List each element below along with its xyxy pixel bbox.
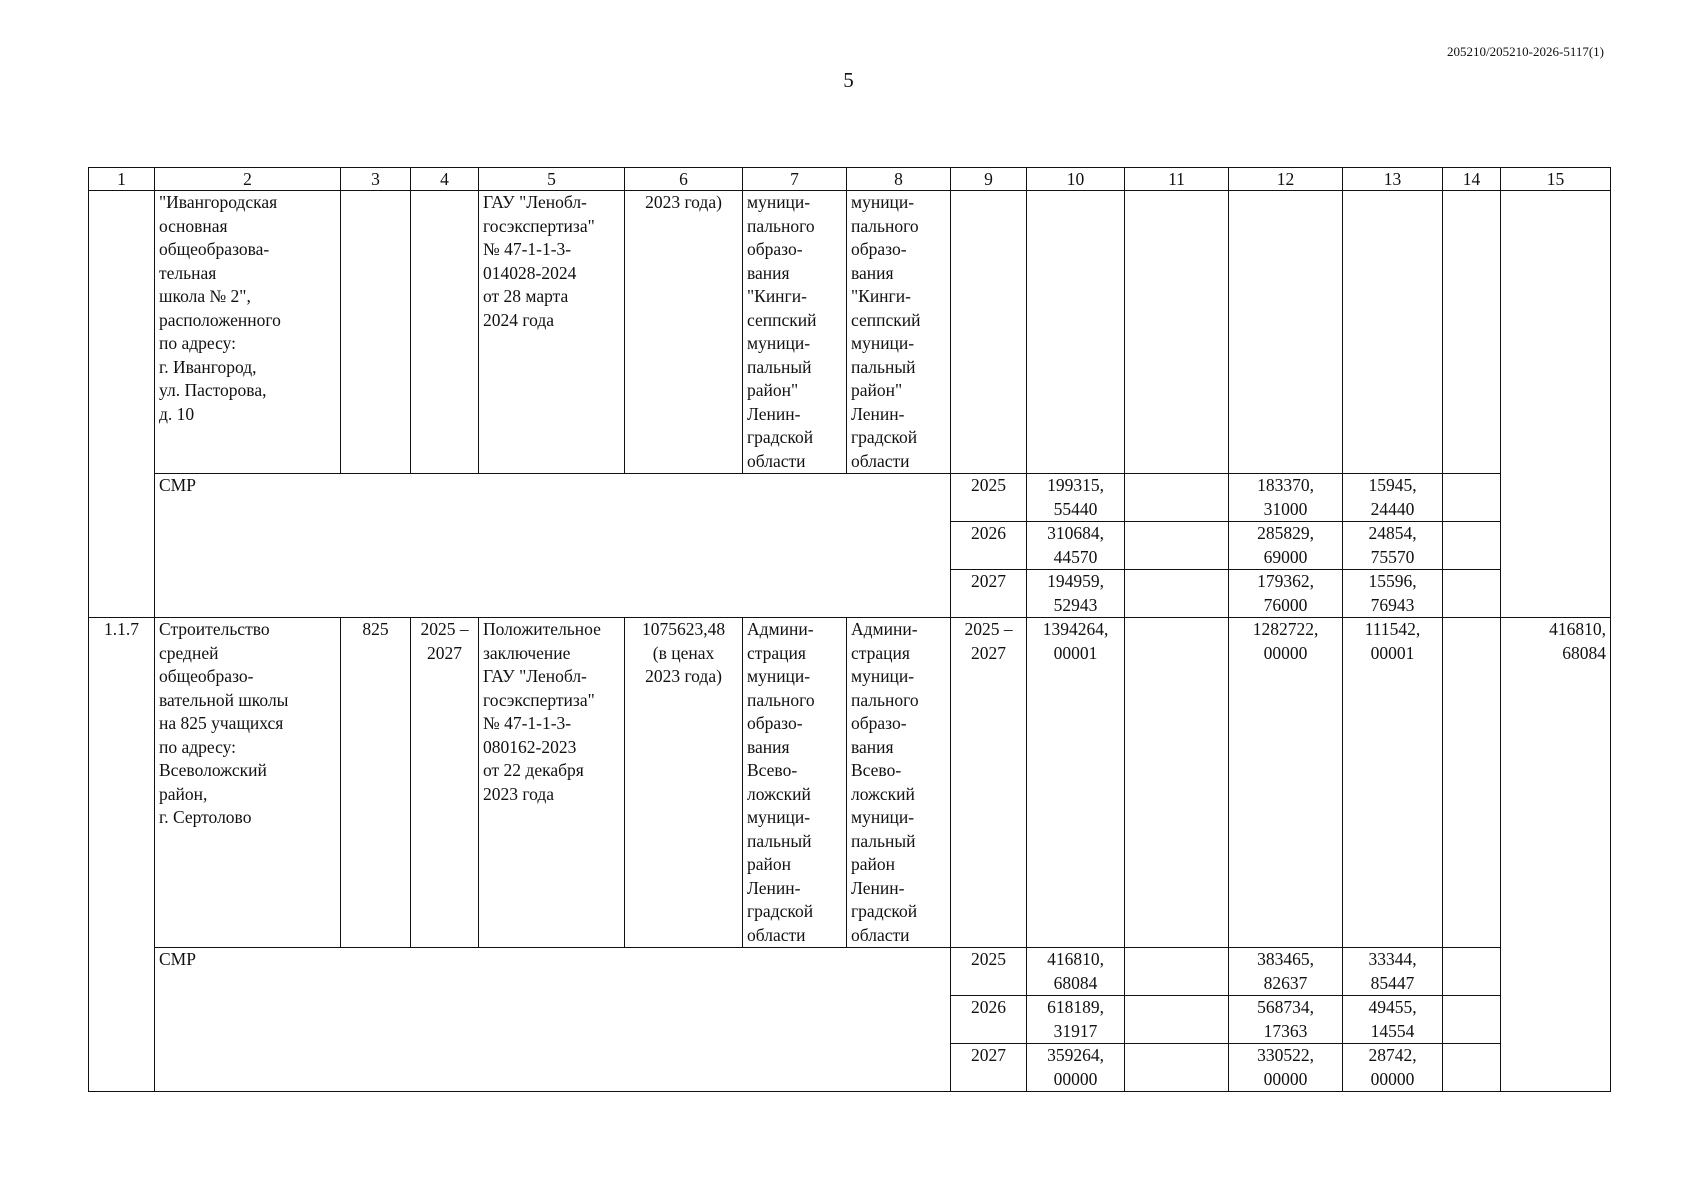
- smr-total: 416810, 68084: [1027, 948, 1125, 996]
- smr-total: 194959, 52943: [1027, 570, 1125, 618]
- smr-total: 310684, 44570: [1027, 522, 1125, 570]
- smr-local: 33344, 85447: [1343, 948, 1443, 996]
- smr-total: 618189, 31917: [1027, 996, 1125, 1044]
- local-cell: [1343, 191, 1443, 474]
- smr-other: [1443, 522, 1501, 570]
- header-cell: 5: [479, 168, 625, 191]
- smr-year: 2026: [951, 996, 1027, 1044]
- header-cell: 13: [1343, 168, 1443, 191]
- years-cell: [951, 191, 1027, 474]
- smr-other: [1443, 948, 1501, 996]
- years-cell: 2025 – 2027: [951, 618, 1027, 948]
- smr-other: [1443, 570, 1501, 618]
- customer-cell: муници- пального образо- вания "Кинги- сеппский муници- пальный район" Ленин- градской области: [743, 191, 847, 474]
- smr-regional: 383465, 82637: [1229, 948, 1343, 996]
- smr-federal: [1125, 1044, 1229, 1092]
- federal-cell: [1125, 618, 1229, 948]
- header-row: [89, 168, 1611, 191]
- smr-year: 2025: [951, 474, 1027, 522]
- table-row: [89, 191, 1611, 474]
- row-number-cell: 1.1.7: [89, 618, 155, 1092]
- smr-year: 2025: [951, 948, 1027, 996]
- header-cell: 12: [1229, 168, 1343, 191]
- period-cell: [411, 191, 479, 474]
- smr-regional: 568734, 17363: [1229, 996, 1343, 1044]
- header-cell: 4: [411, 168, 479, 191]
- smr-total: 199315, 55440: [1027, 474, 1125, 522]
- smr-federal: [1125, 996, 1229, 1044]
- other-cell: [1443, 191, 1501, 474]
- header-cell: 9: [951, 168, 1027, 191]
- smr-other: [1443, 474, 1501, 522]
- row-number-cell: [89, 191, 155, 618]
- header-cell: 1: [89, 168, 155, 191]
- smr-row: [89, 474, 1611, 522]
- regional-cell: 1282722, 00000: [1229, 618, 1343, 948]
- object-name-cell: Строительство средней общеобразо- вательной школы на 825 учащихся по адресу: Всеволожский район, г. Сертолово: [155, 618, 341, 948]
- smr-row: [89, 948, 1611, 996]
- capacity-cell: [341, 191, 411, 474]
- smr-total: 359264, 00000: [1027, 1044, 1125, 1092]
- header-cell: 8: [847, 168, 951, 191]
- capacity-cell: 825: [341, 618, 411, 948]
- customer-cell: Админи- страция муници- пального образо- вания Всево- ложский муници- пальный район Ленин- градской области: [743, 618, 847, 948]
- smr-year: 2026: [951, 522, 1027, 570]
- smr-federal: [1125, 522, 1229, 570]
- header-cell: 3: [341, 168, 411, 191]
- col15-cell: 416810, 68084: [1501, 618, 1611, 1092]
- table-row: [89, 618, 1611, 948]
- investment-table: [88, 167, 1611, 1092]
- expertise-cell: ГАУ "Ленобл- госэкспертиза" № 47-1-1-3- 014028-2024 от 28 марта 2024 года: [479, 191, 625, 474]
- header-cell: 7: [743, 168, 847, 191]
- smr-label: СМР: [155, 474, 951, 618]
- document-id: 205210/205210-2026-5117(1): [1447, 44, 1604, 59]
- header-cell: 10: [1027, 168, 1125, 191]
- other-cell: [1443, 618, 1501, 948]
- smr-regional: 330522, 00000: [1229, 1044, 1343, 1092]
- smr-federal: [1125, 474, 1229, 522]
- col15-cell: [1501, 191, 1611, 618]
- smr-regional: 183370, 31000: [1229, 474, 1343, 522]
- local-cell: 111542, 00001: [1343, 618, 1443, 948]
- cost-cell: 2023 года): [625, 191, 743, 474]
- header-cell: 14: [1443, 168, 1501, 191]
- smr-local: 49455, 14554: [1343, 996, 1443, 1044]
- total-cell: 1394264, 00001: [1027, 618, 1125, 948]
- object-name-cell: "Ивангородская основная общеобразова- тельная школа № 2", расположенного по адресу: г. Ивангород, ул. Пасторова, д. 10: [155, 191, 341, 474]
- developer-cell: Админи- страция муници- пального образо- вания Всево- ложский муници- пальный район Ленин- градской области: [847, 618, 951, 948]
- smr-other: [1443, 1044, 1501, 1092]
- regional-cell: [1229, 191, 1343, 474]
- smr-year: 2027: [951, 570, 1027, 618]
- smr-local: 15945, 24440: [1343, 474, 1443, 522]
- smr-local: 15596, 76943: [1343, 570, 1443, 618]
- smr-federal: [1125, 948, 1229, 996]
- smr-federal: [1125, 570, 1229, 618]
- period-cell: 2025 – 2027: [411, 618, 479, 948]
- header-cell: 11: [1125, 168, 1229, 191]
- developer-cell: муници- пального образо- вания "Кинги- сеппский муници- пальный район" Ленин- градской области: [847, 191, 951, 474]
- federal-cell: [1125, 191, 1229, 474]
- smr-local: 24854, 75570: [1343, 522, 1443, 570]
- smr-other: [1443, 996, 1501, 1044]
- page-number: 5: [843, 68, 854, 92]
- smr-regional: 179362, 76000: [1229, 570, 1343, 618]
- cost-cell: 1075623,48 (в ценах 2023 года): [625, 618, 743, 948]
- smr-label: СМР: [155, 948, 951, 1092]
- header-cell: 6: [625, 168, 743, 191]
- smr-year: 2027: [951, 1044, 1027, 1092]
- header-cell: 15: [1501, 168, 1611, 191]
- expertise-cell: Положительное заключение ГАУ "Ленобл- госэкспертиза" № 47-1-1-3- 080162-2023 от 22 декабря 2023 года: [479, 618, 625, 948]
- smr-regional: 285829, 69000: [1229, 522, 1343, 570]
- smr-local: 28742, 00000: [1343, 1044, 1443, 1092]
- total-cell: [1027, 191, 1125, 474]
- header-cell: 2: [155, 168, 341, 191]
